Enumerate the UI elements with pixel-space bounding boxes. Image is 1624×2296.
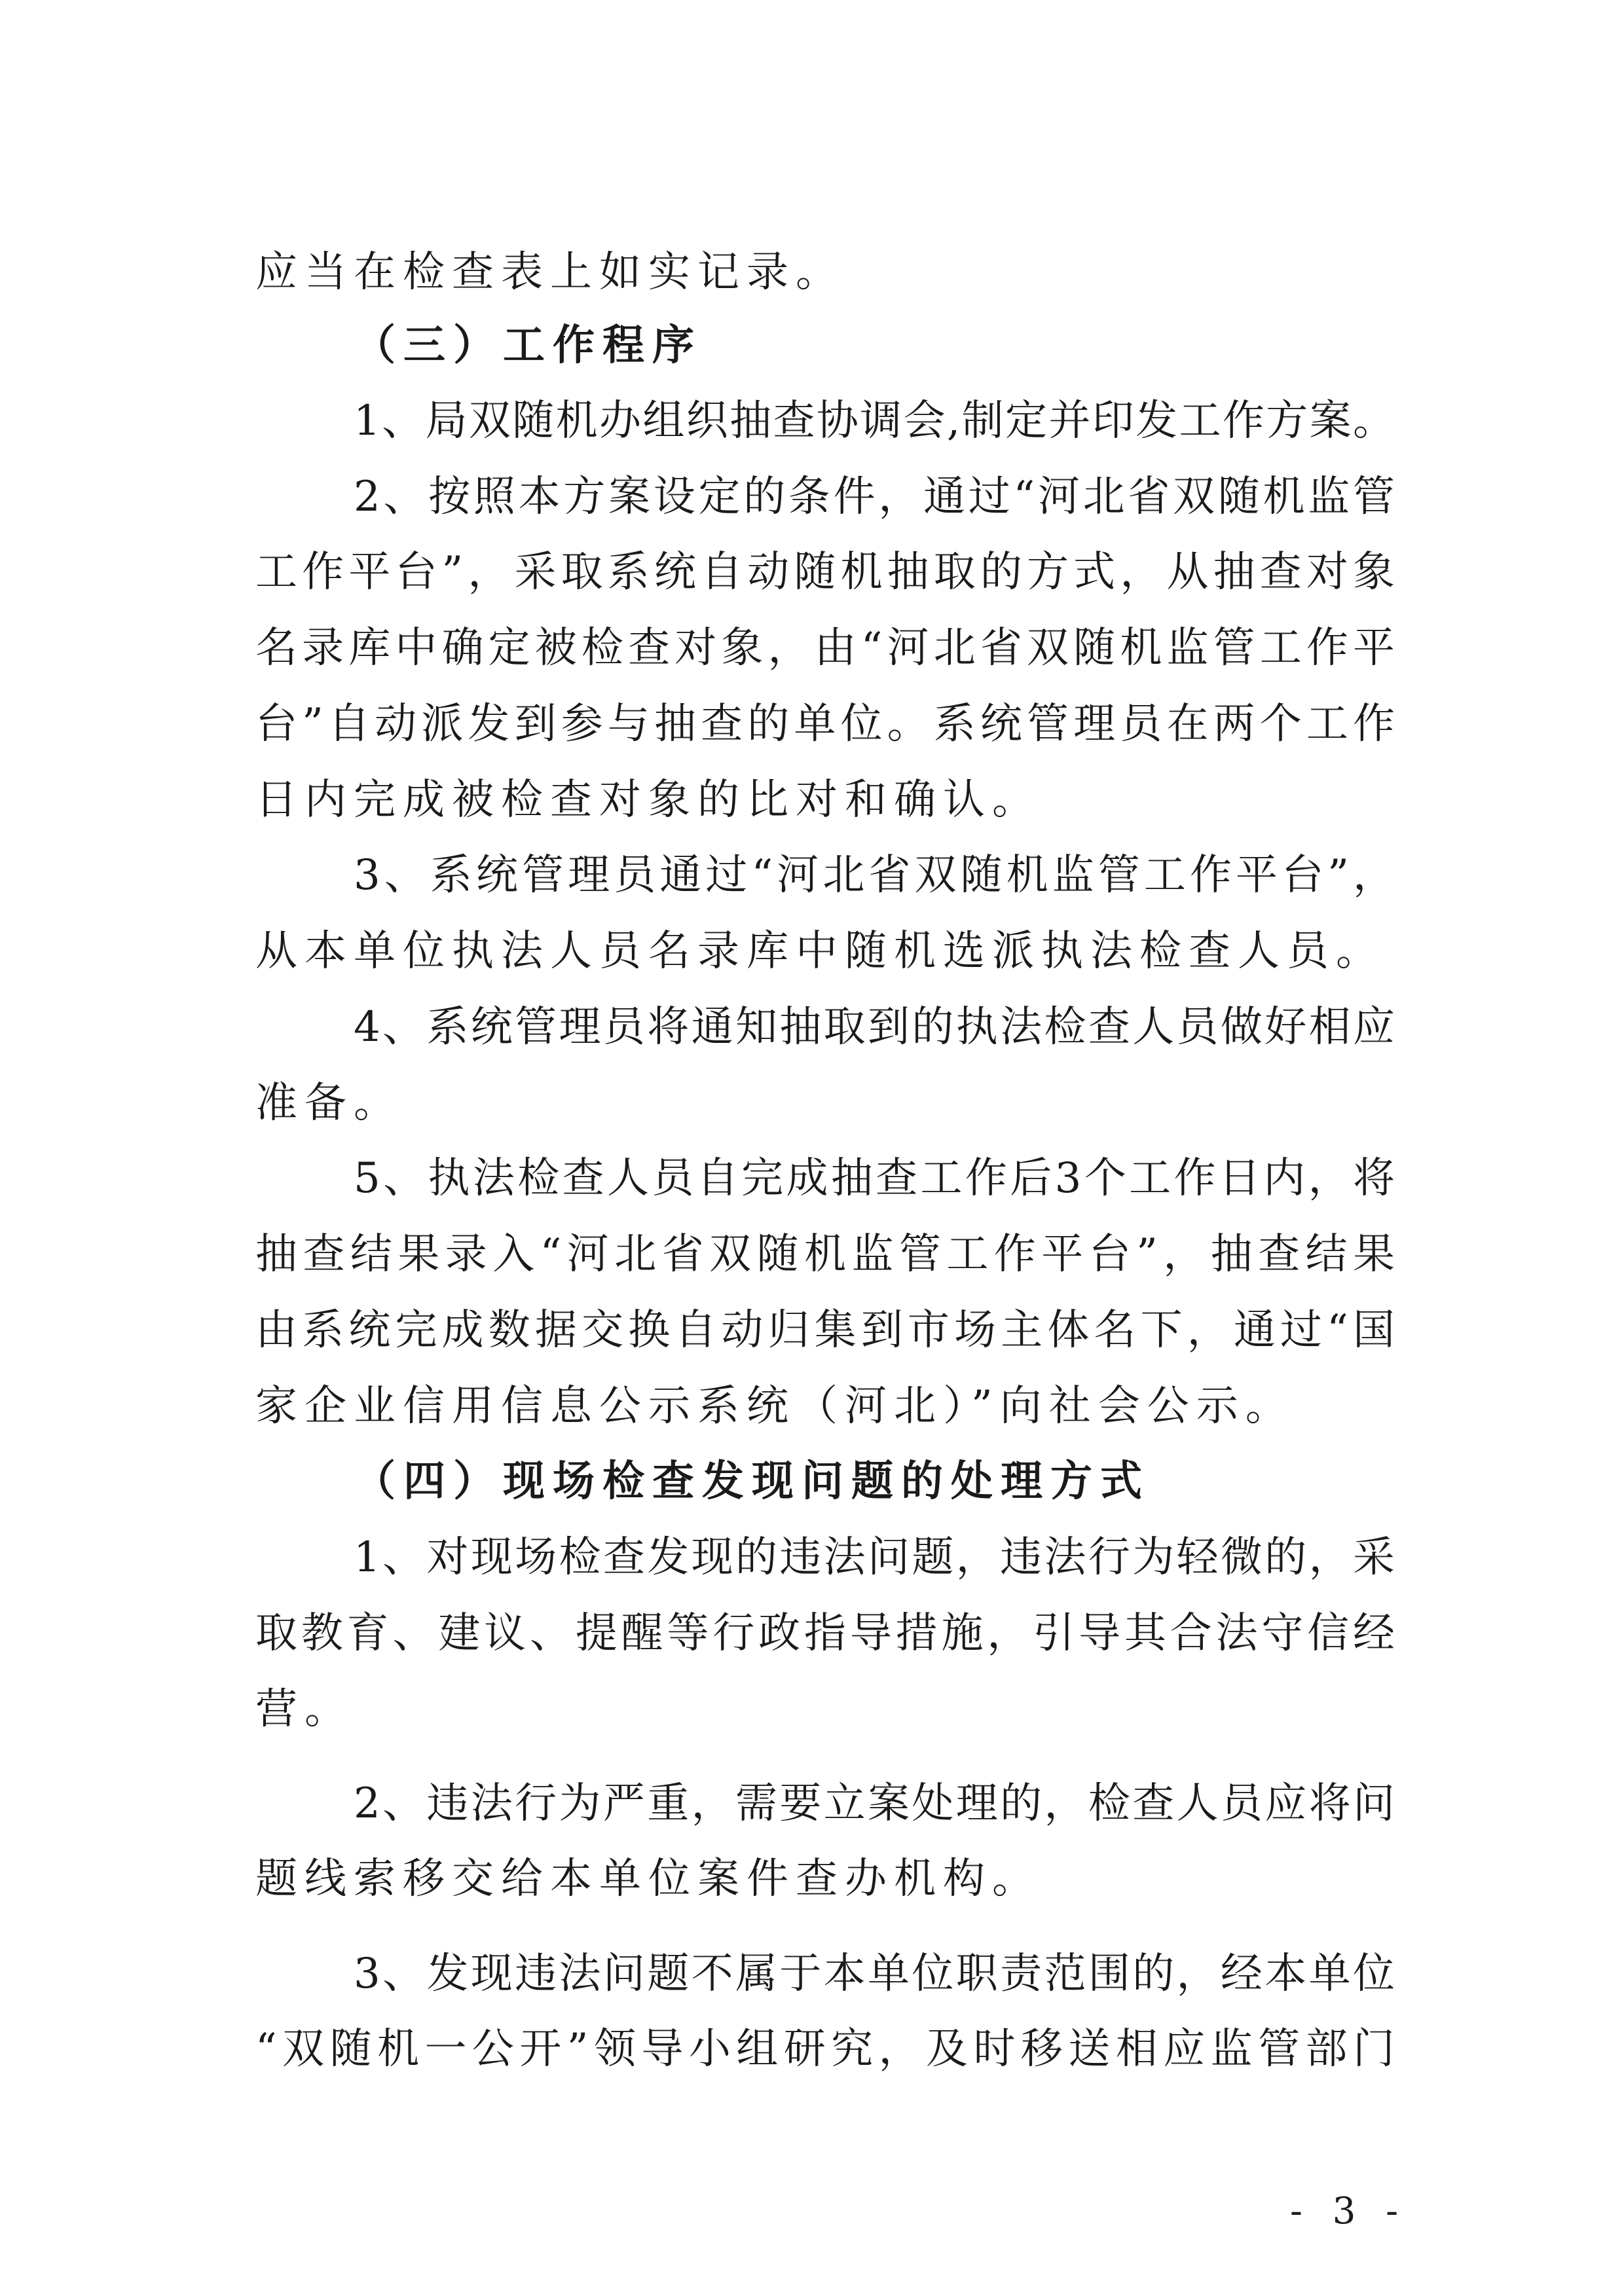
text-line: 营。 (255, 1685, 354, 1734)
text-line: 题线索移交给本单位案件查办机构。 (255, 1855, 1041, 1903)
text-line: 抽查结果录入“河北省双随机监管工作平台”，抽查结果 (255, 1230, 1395, 1279)
page-number: - 3 - (1290, 2190, 1408, 2232)
text-line: 3、系统管理员通过“河北省双随机监管工作平台”， (354, 851, 1395, 900)
text-line: 名录库中确定被检查对象，由“河北省双随机监管工作平 (255, 624, 1395, 672)
text-line: 家企业信用信息公示系统（河北）”向社会公示。 (255, 1382, 1295, 1430)
text-line: 取教育、建议、提醒等行政指导措施，引导其合法守信经 (255, 1609, 1395, 1658)
text-line: 台”自动派发到参与抽查的单位。系统管理员在两个工作 (255, 700, 1395, 748)
section-heading: （三）工作程序 (354, 321, 702, 370)
text-line: “双随机一公开”领导小组研究，及时移送相应监管部门 (255, 2025, 1395, 2073)
text-line: 3、发现违法问题不属于本单位职责范围的，经本单位 (354, 1950, 1395, 1998)
text-line: 2、按照本方案设定的条件，通过“河北省双随机监管 (354, 473, 1395, 521)
text-line: 应当在检查表上如实记录。 (255, 248, 845, 297)
text-line: 4、系统管理员将通知抽取到的执法检查人员做好相应 (354, 1003, 1395, 1051)
document-page (255, 0, 1395, 2296)
text-line: 日内完成被检查对象的比对和确认。 (255, 776, 1041, 824)
text-line: 5、执法检查人员自完成抽查工作后3个工作日内，将 (354, 1154, 1395, 1203)
section-heading: （四）现场检查发现问题的处理方式 (354, 1457, 1150, 1506)
text-line: 2、违法行为严重，需要立案处理的，检查人员应将问 (354, 1779, 1395, 1828)
text-line: 准备。 (255, 1079, 403, 1127)
text-line: 工作平台”，采取系统自动随机抽取的方式，从抽查对象 (255, 548, 1395, 596)
text-line: 由系统完成数据交换自动归集到市场主体名下，通过“国 (255, 1306, 1395, 1355)
text-line: 1、局双随机办组织抽查协调会,制定并印发工作方案。 (354, 397, 1395, 445)
text-line: 从本单位执法人员名录库中随机选派执法检查人员。 (255, 927, 1385, 975)
text-line: 1、对现场检查发现的违法问题，违法行为轻微的，采 (354, 1533, 1395, 1582)
